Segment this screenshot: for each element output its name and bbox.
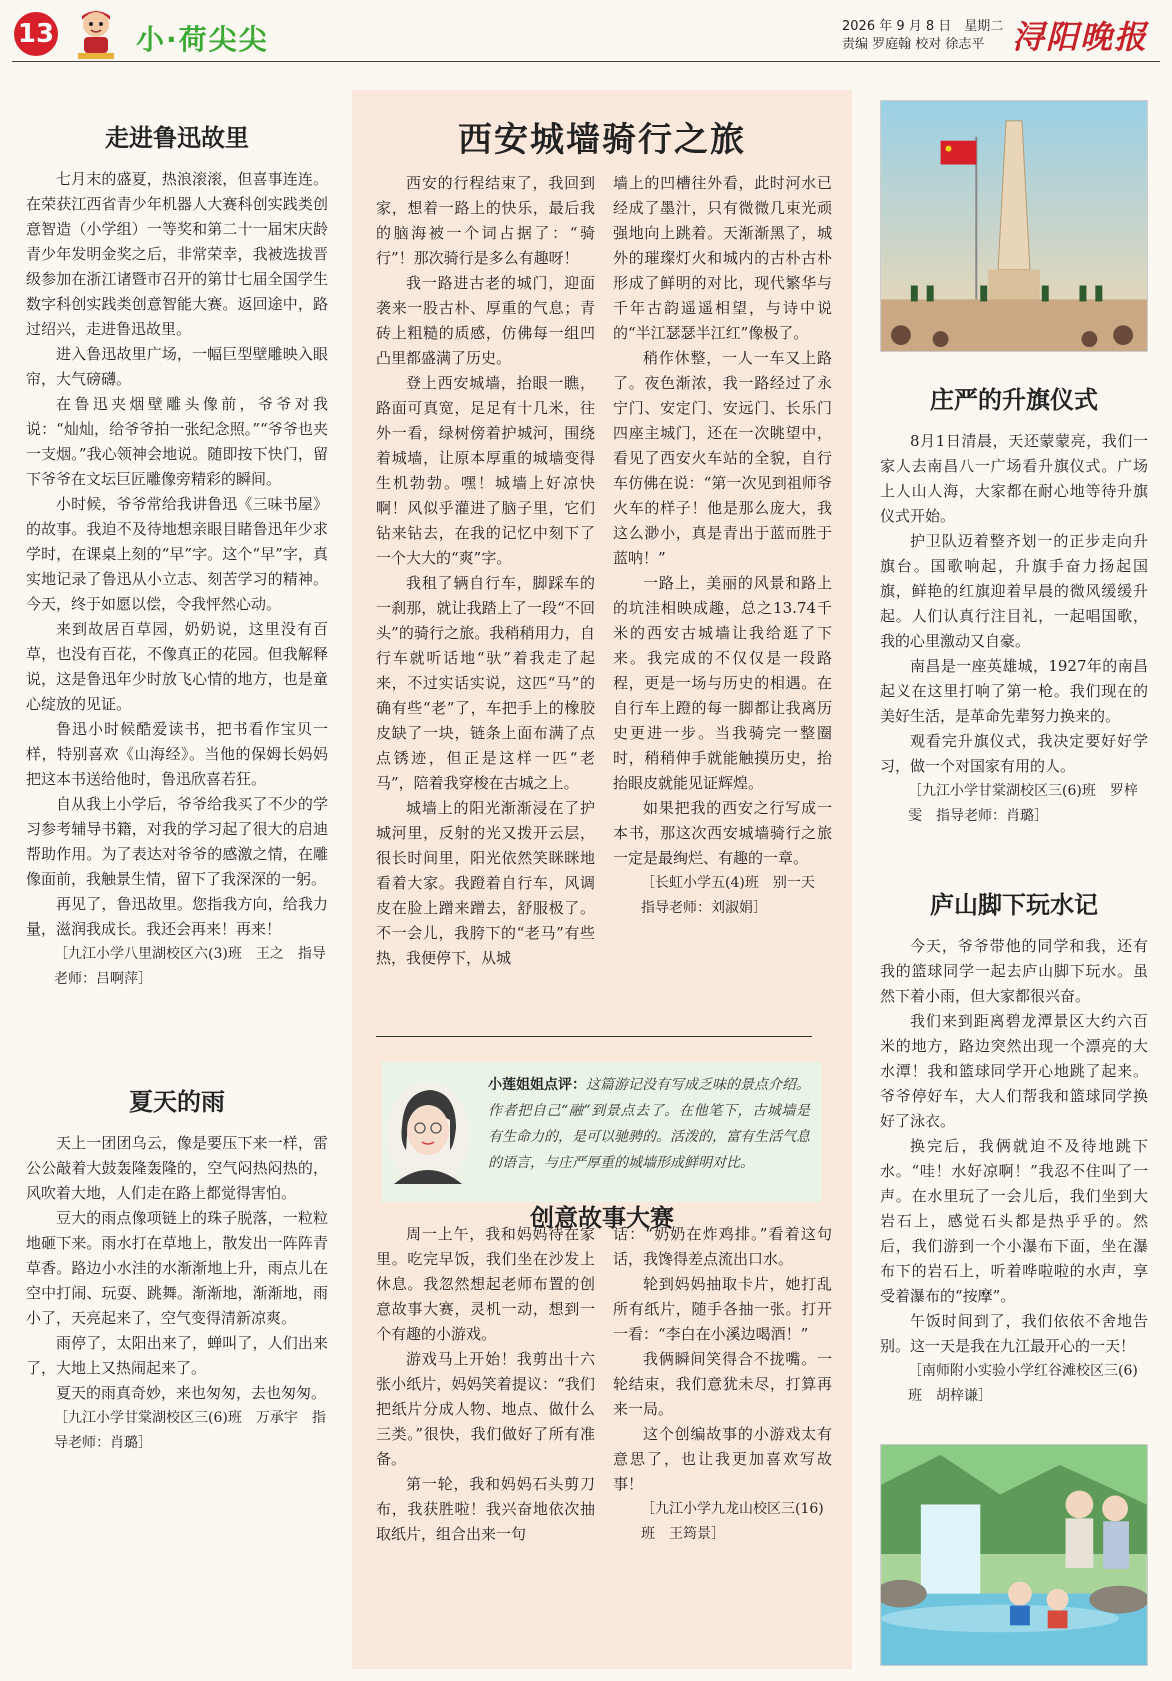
paragraph: 进入鲁迅故里广场，一幅巨型壁雕映入眼帘，大气磅礴。 [26, 345, 328, 388]
waterfall-play-photo [880, 1444, 1148, 1666]
article-title: 西安城墙骑行之旅 [458, 120, 746, 160]
article-body [26, 167, 328, 992]
page-header [12, 6, 1160, 62]
article-byline: ［九江小学九龙山校区三(16)班 王筠景］ [641, 1501, 824, 1542]
paragraph: 天上一团团乌云，像是要压下来一样，雷公公敲着大鼓轰隆轰隆的，空气闷热闷热的，风吹着大地，人们走在路上都觉得害怕。 [26, 1134, 328, 1202]
article-byline: ［长虹小学五(4)班 别一天 指导老师：刘淑娟］ [641, 875, 829, 916]
paragraph: 轮到妈妈抽取卡片，她打乱所有纸片，随手各抽一张。打开一看：“李白在小溪边喝酒！” [613, 1275, 832, 1343]
paragraph: 我一路进古老的城门，迎面袭来一股古朴、厚重的气息；青砖上粗糙的质感，仿佛每一组凹凸里都盛满了历史。 [376, 274, 595, 367]
paragraph: 豆大的雨点像项链上的珠子脱落，一粒粒地砸下来。雨水打在草地上，散发出一阵阵青草香。路边小水洼的水渐渐地上升，雨点儿在空中打闹、玩耍、跳舞。渐渐地，渐渐地，雨小了，天亮起来了，空气变得清新凉爽。 [26, 1209, 328, 1327]
editor-comment [488, 1072, 810, 1176]
paragraph: 小时候，爷爷常给我讲鲁迅《三味书屋》的故事。我迫不及待地想亲眼目睹鲁迅年少求学时，在课桌上刻的“早”字。这个“早”字，真实地记录了鲁迅从小立志、刻苦学习的精神。今天，终于如愿以偿，令我怦然心动。 [26, 495, 328, 613]
paragraph: 游戏马上开始！我剪出十六张小纸片，妈妈笑着提议：“我们把纸片分成人物、地点、做什么三类。”很快，我们做好了所有准备。 [376, 1350, 595, 1468]
paragraph: 观看完升旗仪式，我决定要好好学习，做一个对国家有用的人。 [880, 732, 1148, 775]
paragraph: 来到故居百草园，奶奶说，这里没有百草，也没有百花，不像真正的花园。但我解释说，这是鲁迅年少时放飞心情的地方，也是童心绽放的见证。 [26, 620, 328, 713]
column-name: 小·荷尖尖 [136, 23, 269, 56]
avatar-icon [384, 1076, 472, 1188]
right-column [880, 352, 1148, 1409]
paragraph: 七月末的盛夏，热浪滚滚，但喜事连连。在荣获江西省青少年机器人大赛科创实践类创意智造（小学组）一等奖和第二十一届宋庆龄青少年发明金奖之后，非常荣幸，我被选拔晋级参加在浙江诸暨市召开的第廿七届全国学生数字科创实践类创意智能大赛。返回途中，路过绍兴，走进鲁迅故里。 [26, 170, 328, 338]
center-feature [352, 90, 852, 1669]
paragraph: 稍作休整，一人一车又上路了。夜色渐浓，我一路经过了永宁门、安定门、安远门、长乐门四座主城门，还在一次眺望中，看见了西安火车站的全貌，自行车仿佛在说：“第一次见到祖师爷火车的样子！他是那么庞大，我这么渺小，真是青出于蓝而胜于蓝呐！” [613, 349, 832, 567]
editor-line: 责编 罗庭翰 校对 徐志平 [842, 37, 985, 52]
article-body [880, 429, 1148, 829]
paragraph: 一路上，美丽的风景和路上的坑洼相映成趣，总之13.74千米的西安古城墙让我给逛了下来。我完成的不仅仅是一段路程，更是一场与历史的相遇。在自行车上蹬的每一脚都让我离历史更进一步。当我骑完一整圈时，稍稍伸手就能触摸历史，抬抬眼皮就能见证辉煌。 [613, 574, 832, 792]
article-body [26, 1131, 328, 1456]
paragraph: 话：“奶奶在炸鸡排。”看着这句话，我馋得差点流出口水。 [613, 1225, 832, 1268]
paragraph: 我租了辆自行车，脚踩车的一刹那，就让我踏上了一段“不回头”的骑行之旅。我稍稍用力，自行车就听话地“驮”着我走了起来，不过实话实说，这匹“马”的确有些“老”了，车把手上的橡胶皮缺了一块，链条上面布满了点点锈迹，但正是这样一匹“老马”，陪着我穿梭在古城之上。 [376, 574, 595, 792]
article-body [352, 171, 852, 971]
divider [376, 1036, 812, 1037]
article-title: 创意故事大赛 [530, 1204, 674, 1232]
paragraph: 登上西安城墙，抬眼一瞧，路面可真宽，足足有十几米，往外一看，绿树傍着护城河，围绕着城墙，让原本厚重的城墙变得生机勃勃。嘿！城墙上好凉快啊！风似乎灌进了脑子里，它们钻来钻去，在我的记忆中刻下了一个大大的“爽”字。 [376, 374, 595, 567]
paragraph: 城墙上的阳光渐渐浸在了护城河里，反射的光又拨开云层，很长时间里，阳光依然笑眯眯地看着大家。我蹬着自行车，风调皮在脸上蹭来蹭去，舒服极了。不一会儿，我胯下的“老马”有些热，我便停下，从城 [376, 799, 595, 967]
paragraph: 墙上的凹槽往外看，此时河水已经成了墨汁，只有微微几束光顽强地向上跳着。天渐渐黑了，城外的璀璨灯火和城内的古朴古朴形成了鲜明的对比，现代繁华与千年古韵遥遥相望，与诗中说的“半江瑟瑟半江红”像极了。 [613, 174, 832, 342]
paragraph: 西安的行程结束了，我回到家，想着一路上的快乐，最后我的脑海被一个词占据了：“骑行”！那次骑行是多么有趣呀！ [376, 174, 595, 267]
article-byline: ［九江小学甘棠湖校区三(6)班 罗梓雯 指导老师：肖璐］ [908, 783, 1138, 824]
page-number: 13 [14, 12, 58, 56]
date-line: 2026 年 9 月 8 日 星期二 [842, 19, 1004, 34]
paragraph: 这个创编故事的小游戏太有意思了，也让我更加喜欢写故事！ [613, 1425, 832, 1493]
article-title: 夏天的雨 [129, 1088, 225, 1116]
paragraph: 午饭时间到了，我们依依不舍地告别。这一天是我在九江最开心的一天！ [880, 1312, 1148, 1355]
paragraph: 我俩瞬间笑得合不拢嘴。一轮结束，我们意犹未尽，打算再来一局。 [613, 1350, 832, 1418]
paragraph: 8月1日清晨，天还蒙蒙亮，我们一家人去南昌八一广场看升旗仪式。广场上人山人海，大家都在耐心地等待升旗仪式开始。 [880, 432, 1148, 525]
left-column [26, 90, 328, 1456]
article-body [352, 1222, 852, 1547]
article-title: 庐山脚下玩水记 [930, 891, 1098, 919]
paragraph: 雨停了，太阳出来了，蝉叫了，人们出来了，大地上又热闹起来了。 [26, 1334, 328, 1377]
paragraph: 换完后，我俩就迫不及待地跳下水。“哇！水好凉啊！”我忍不住叫了一声。在水里玩了一会儿后，我们坐到大岩石上，感觉石头都是热乎乎的。然后，我们游到一个小瀑布下面，坐在瀑布下的岩石上，听着哗啦啦的水声，享受着瀑布的“按摩”。 [880, 1137, 1148, 1305]
header-info [842, 18, 1003, 54]
article-byline: ［九江小学甘棠湖校区三(6)班 万承宇 指导老师：肖璐］ [54, 1410, 326, 1451]
comment-label: 小莲姐姐点评： [488, 1077, 586, 1093]
paper-name-logo: 浔阳晚报 [1012, 18, 1149, 56]
paragraph: 再见了，鲁迅故里。您指我方向，给我力量，滋润我成长。我还会再来！再来！ [26, 895, 328, 938]
paragraph: 自从我上小学后，爷爷给我买了不少的学习参考辅导书籍，对我的学习起了很大的启迪帮助作用。为了表达对爷爷的感激之情，在雕像面前，我触景生情，留下了我深深的一躬。 [26, 795, 328, 888]
paragraph: 第一轮，我和妈妈石头剪刀布，我获胜啦！我兴奋地依次抽取纸片，组合出来一句 [376, 1475, 595, 1543]
paragraph: 在鲁迅夹烟壁雕头像前，爷爷对我说：“灿灿，给爷爷拍一张纪念照。”“爷爷也夹一支烟。”我心领神会地说。随即按下快门，留下爷爷在文坛巨匠雕像旁精彩的瞬间。 [26, 395, 328, 488]
article-byline: ［南师附小实验小学红谷滩校区三(6)班 胡梓谦］ [908, 1363, 1138, 1404]
article-title: 庄严的升旗仪式 [930, 386, 1098, 414]
comment-text: 这篇游记没有写成乏味的景点介绍。作者把自己“融”到景点去了。在他笔下，古城墙是有生命力的，是可以驰骋的。活泼的，富有生活气息的语言，与庄严厚重的城墙形成鲜明对比。 [488, 1077, 810, 1171]
flag-ceremony-photo [880, 100, 1148, 352]
paragraph: 南昌是一座英雄城，1927年的南昌起义在这里打响了第一枪。我们现在的美好生活，是革命先辈努力换来的。 [880, 657, 1148, 725]
paragraph: 今天，爷爷带他的同学和我，还有我的篮球同学一起去庐山脚下玩水。虽然下着小雨，但大家都很兴奋。 [880, 937, 1148, 1005]
paragraph: 护卫队迈着整齐划一的正步走向升旗台。国歌响起，升旗手奋力扬起国旗，鲜艳的红旗迎着早晨的微风缓缓升起。人们认真行注目礼，一起唱国歌，我的心里激动又自豪。 [880, 532, 1148, 650]
paragraph: 周一上午，我和妈妈待在家里。吃完早饭，我们坐在沙发上休息。我忽然想起老师布置的创意故事大赛，灵机一动，想到一个有趣的小游戏。 [376, 1225, 595, 1343]
mascot-icon [72, 6, 120, 60]
paragraph: 我们来到距离碧龙潭景区大约六百米的地方，路边突然出现一个漂亮的大水潭！我和篮球同学开心地跳了起来。爷爷停好车，大人们帮我和篮球同学换好了泳衣。 [880, 1012, 1148, 1130]
article-byline: ［九江小学八里湖校区六(3)班 王之 指导老师：吕啊萍］ [54, 946, 326, 987]
article-title: 走进鲁迅故里 [105, 124, 249, 152]
paragraph: 如果把我的西安之行写成一本书，那这次西安城墙骑行之旅一定是最绚烂、有趣的一章。 [613, 799, 832, 867]
paragraph: 鲁迅小时候酷爱读书，把书看作宝贝一样，特别喜欢《山海经》。当他的保姆长妈妈把这本书送给他时，鲁迅欣喜若狂。 [26, 720, 328, 788]
article-body [880, 934, 1148, 1409]
paragraph: 夏天的雨真奇妙，来也匆匆，去也匆匆。 [56, 1384, 327, 1402]
